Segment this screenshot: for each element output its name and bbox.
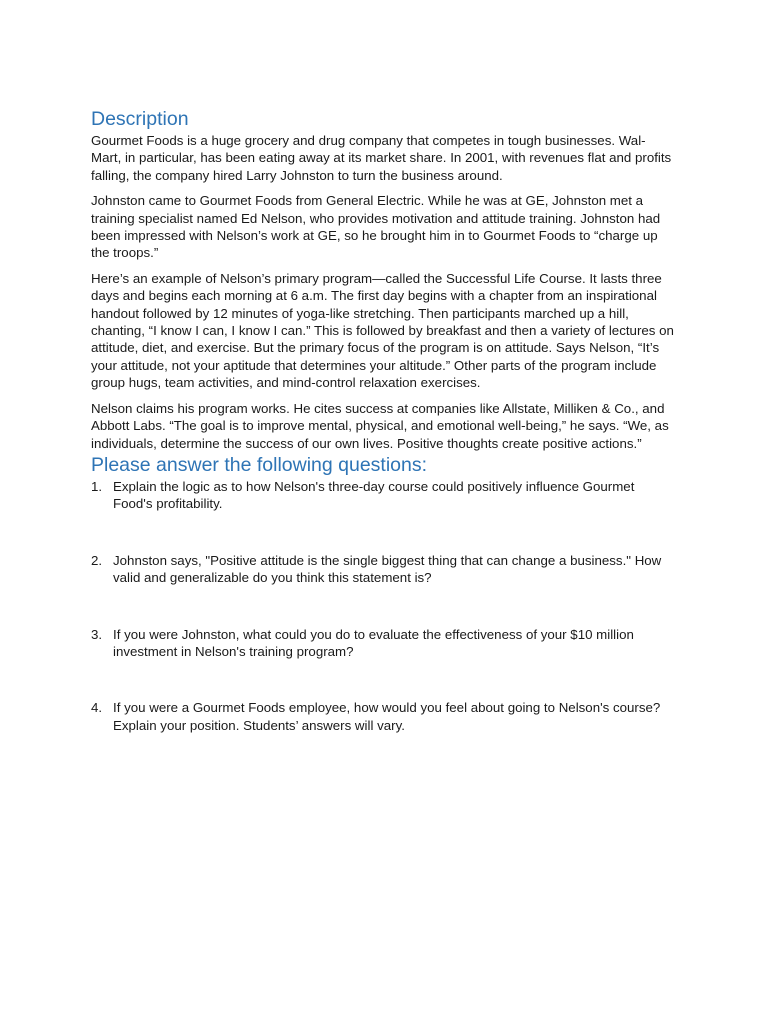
question-number: 4. xyxy=(91,700,103,716)
description-body xyxy=(91,132,675,452)
question-number: 2. xyxy=(91,552,103,568)
question-number: 3. xyxy=(91,626,103,642)
question-item xyxy=(91,552,675,587)
question-number: 1. xyxy=(91,478,103,494)
question-item xyxy=(91,626,675,661)
description-paragraph: Johnston came to Gourmet Foods from General Electric. While he was at GE, Johnston met a training specialist named Ed Nelson, who provides motivation and attitude training. Johnston had been impressed with Nelson’s work at GE, so he brought him in to Gourmet Foods to “charge up the troops.” xyxy=(91,193,661,261)
question-text: If you were Johnston, what could you do to evaluate the effectiveness of your $10 million investment in Nelson's training program? xyxy=(113,626,634,659)
document-page xyxy=(91,106,675,734)
description-paragraph: Here’s an example of Nelson’s primary program—called the Successful Life Course. It lasts three days and begins each morning at 6 a.m. The first day begins with a chapter from an inspirational handout followed by 12 minutes of yoga-like stretching. Then participants marched up a hill, chanting, “I know I can, I know I can.” This is followed by breakfast and then a variety of lectures on attitude, diet, and exercise. But the primary focus of the program is on attitude. Says Nelson, “It’s your attitude, not your aptitude that determines your altitude.” Other parts of the program include group hugs, team activities, and mind-control relaxation exercises. xyxy=(91,270,674,391)
question-item xyxy=(91,478,675,513)
description-heading: Description xyxy=(91,108,189,130)
description-paragraph: Nelson claims his program works. He cites success at companies like Allstate, Milliken & Co., and Abbott Labs. “The goal is to improve mental, physical, and emotional well-being,” he says. “We, as individuals, determine the success of our own lives. Positive thoughts create positive actions.” xyxy=(91,400,669,451)
description-paragraph: Gourmet Foods is a huge grocery and drug company that competes in tough businesses. Wal-Mart, in particular, has been eating away at its market share. In 2001, with revenues flat and profits falling, the company hired Larry Johnston to turn the business around. xyxy=(91,133,672,183)
questions-list xyxy=(91,478,675,734)
question-item xyxy=(91,699,675,734)
question-text: Explain the logic as to how Nelson's three-day course could positively influence Gourmet Food's profitability. xyxy=(113,478,635,512)
questions-heading: Please answer the following questions: xyxy=(91,453,428,476)
question-text: Johnston says, "Positive attitude is the single biggest thing that can change a business." How valid and generalizable do you think this statement is? xyxy=(113,552,662,586)
question-text: If you were a Gourmet Foods employee, how would you feel about going to Nelson's course? Explain your position. Students’ answers will vary. xyxy=(113,700,661,733)
